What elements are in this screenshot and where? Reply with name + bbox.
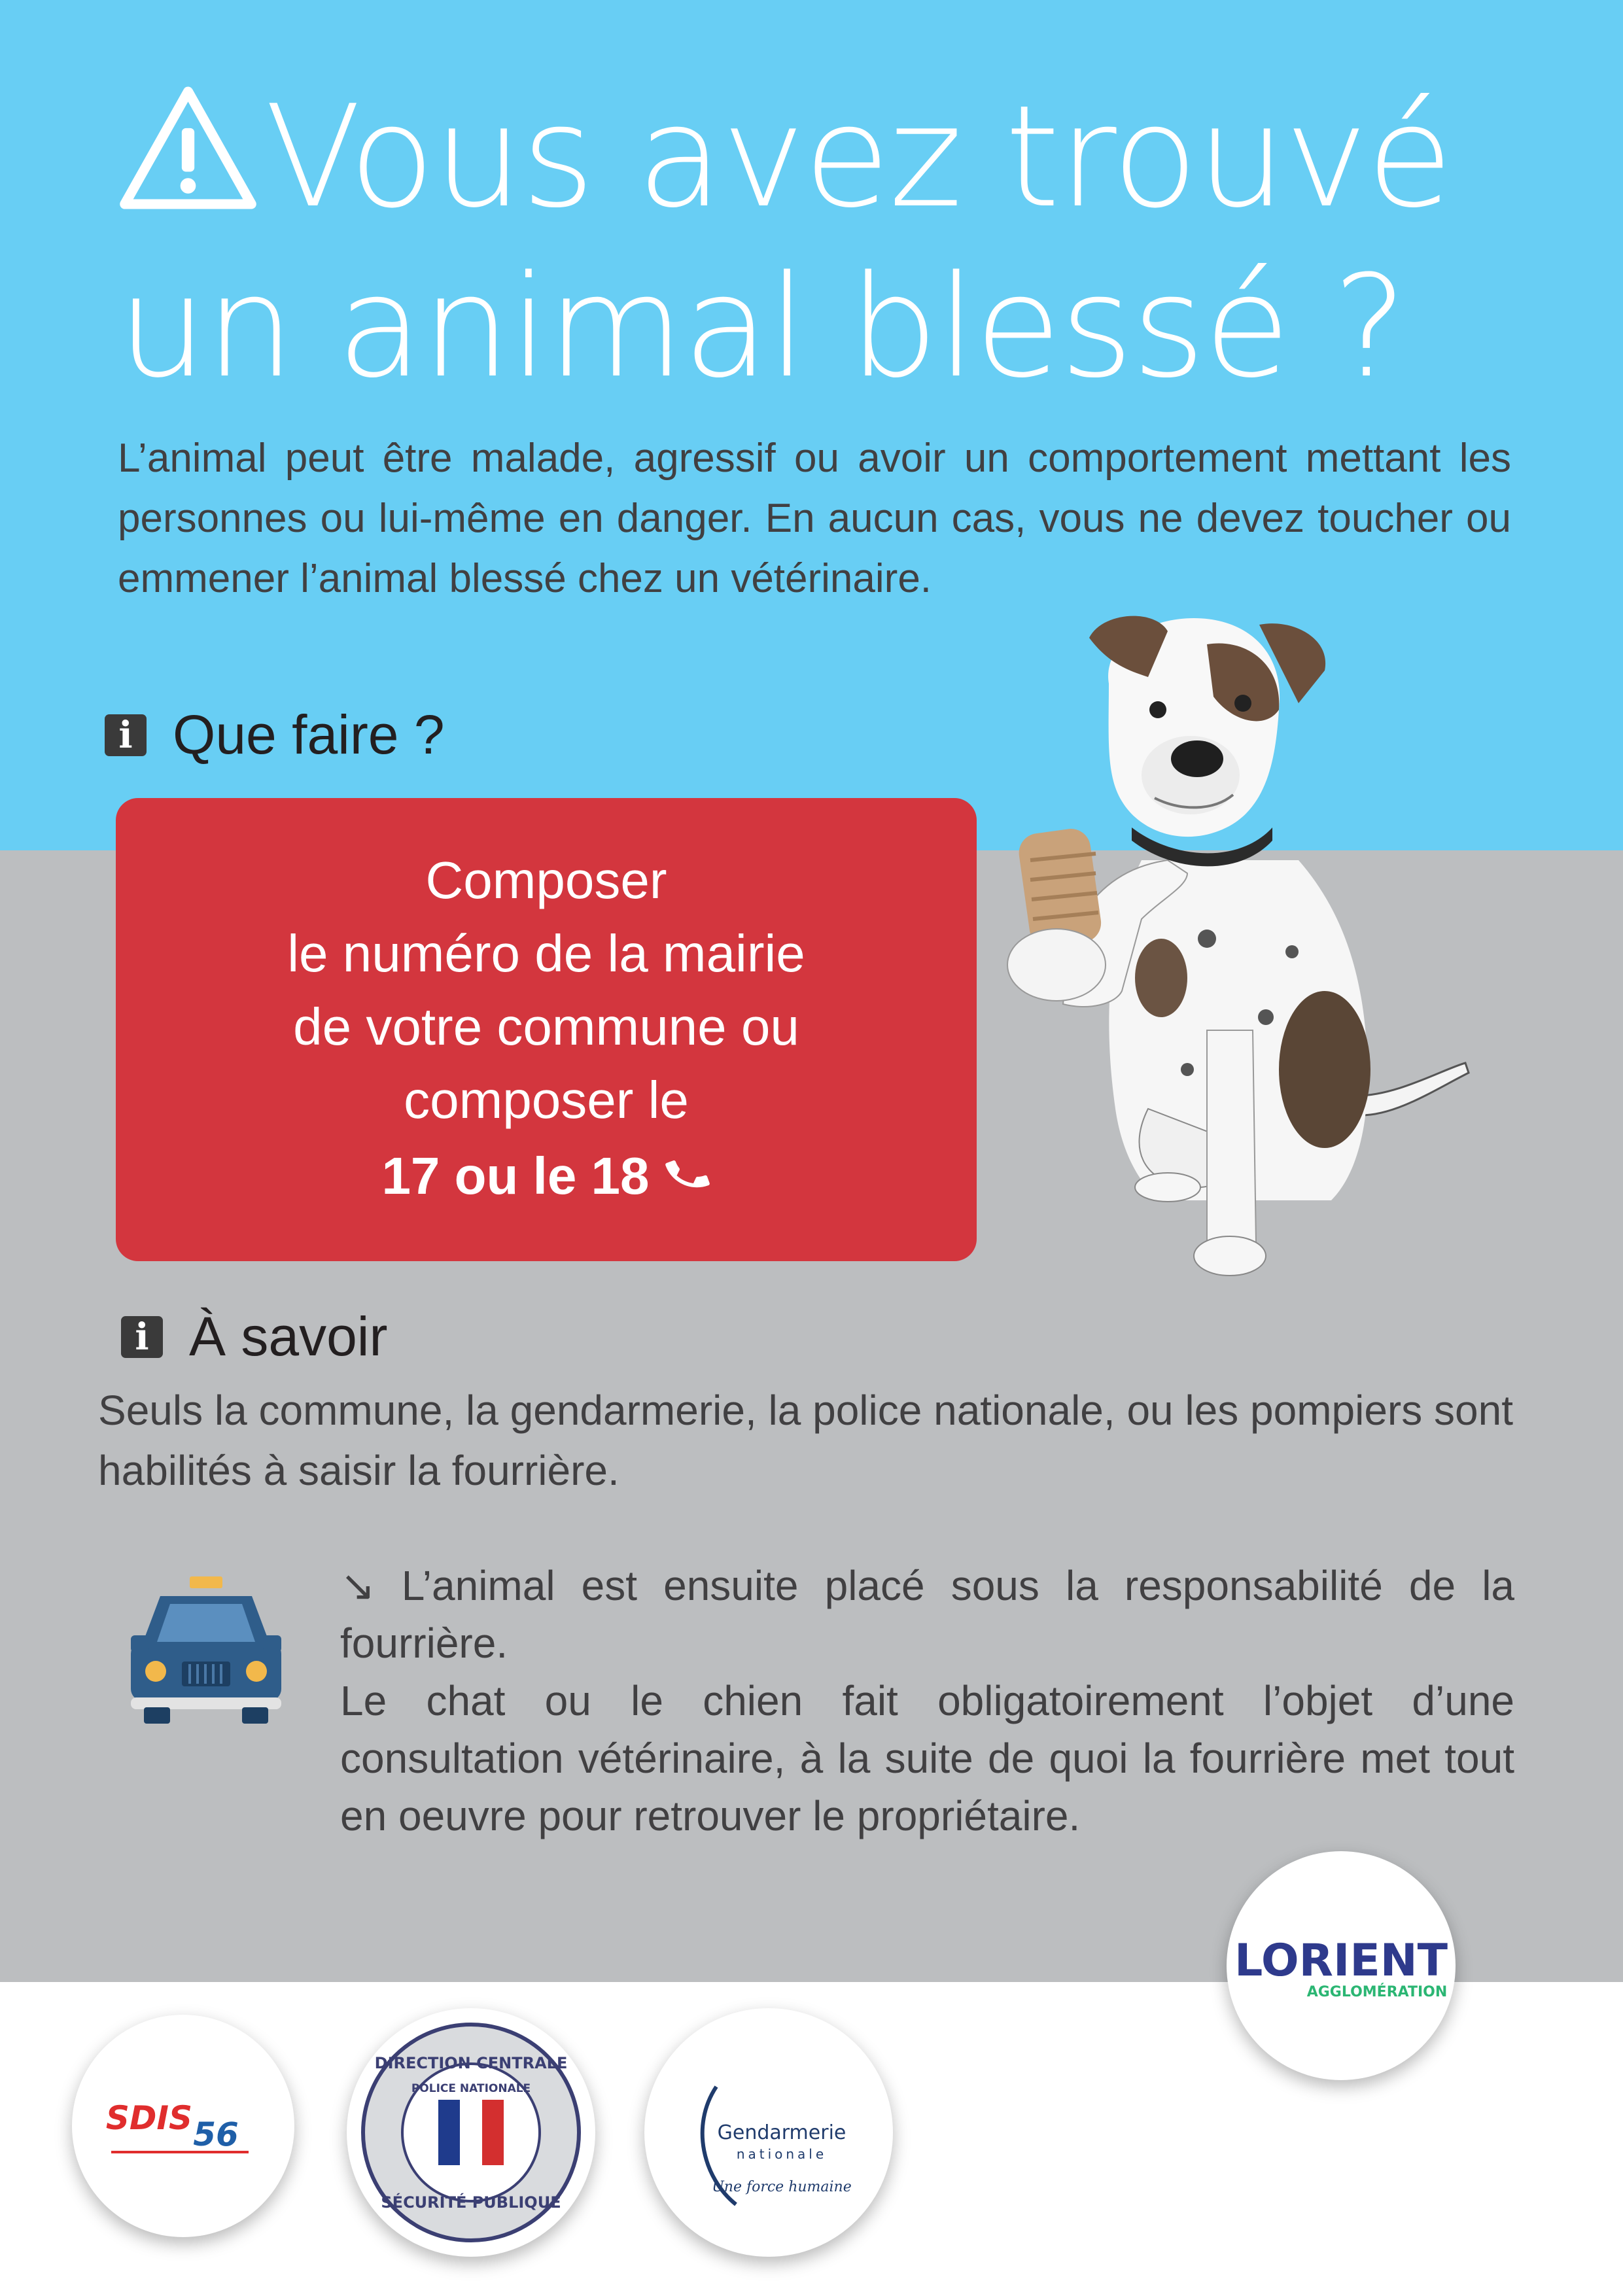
sdis-logo-name: SDIS <box>105 2099 193 2137</box>
phone-icon <box>664 1151 711 1198</box>
warning-triangle-icon <box>118 82 258 213</box>
fourriere-line-1 <box>340 1557 1514 1672</box>
fourriere-text-1: L’animal est ensuite placé sous la responsabilité de la fourrière. <box>340 1562 1515 1667</box>
vehicle-icon <box>131 1576 281 1724</box>
lorient-logo-name: LORIENT <box>1234 1935 1448 1987</box>
call-instructions-box <box>116 798 977 1261</box>
que-faire-heading <box>105 703 445 767</box>
emergency-numbers <box>116 1137 977 1215</box>
sdis-logo-graphic <box>72 2015 294 2237</box>
lorient-logo-graphic <box>1227 1851 1456 2080</box>
fourriere-paragraph <box>340 1557 1514 1845</box>
emergency-numbers-text: 17 ou le 18 <box>381 1147 650 1205</box>
que-faire-label: Que faire ? <box>173 704 445 765</box>
a-savoir-label: À savoir <box>189 1306 388 1367</box>
gendarmerie-logo-sub: nationale <box>736 2146 828 2162</box>
gendarmerie-logo-name: Gendarmerie <box>717 2121 846 2144</box>
police-logo-graphic <box>347 2008 595 2257</box>
gendarmerie-nationale-logo <box>644 2008 893 2257</box>
police-nationale-logo <box>347 2008 595 2257</box>
page-title <box>118 72 1557 412</box>
police-logo-bottom: SÉCURITÉ PUBLIQUE <box>381 2193 561 2212</box>
sdis-56-logo <box>72 2015 294 2237</box>
police-logo-inner: POLICE NATIONALE <box>411 2082 531 2095</box>
title-text-1: Vous avez trouvé <box>265 75 1452 239</box>
sdis-logo-number: 56 <box>193 2115 239 2153</box>
arrow-down-right-icon: ↘ <box>340 1562 375 1609</box>
title-line-2: un animal blessé ? <box>118 245 1406 409</box>
a-savoir-heading <box>121 1305 387 1368</box>
fourriere-line-2: Le chat ou le chien fait obligatoirement l’objet d’une consultation vétérinaire, à la suite de quoi la fourrière met tout en oeuvre pour retrouver le propriétaire. <box>340 1677 1514 1839</box>
title-line-1 <box>118 72 1557 242</box>
info-icon: i <box>121 1316 163 1358</box>
call-line-3: de votre commune ou <box>293 998 799 1056</box>
call-line-1: Composer <box>425 851 667 909</box>
call-line-4: composer le <box>404 1071 689 1129</box>
call-line-2: le numéro de la mairie <box>287 924 805 983</box>
gendarmerie-logo-motto: Une force humaine <box>712 2179 852 2195</box>
lorient-agglomeration-logo <box>1227 1851 1456 2080</box>
police-logo-top: DIRECTION CENTRALE <box>374 2054 568 2072</box>
a-savoir-paragraph: Seuls la commune, la gendarmerie, la police nationale, ou les pompiers sont habilités à saisir la fourrière. <box>98 1387 1513 1494</box>
injured-dog-illustration <box>991 612 1475 1312</box>
lorient-logo-sub: AGGLOMÉRATION <box>1306 1984 1448 2000</box>
info-icon: i <box>105 714 147 756</box>
intro-paragraph: L’animal peut être malade, agressif ou avoir un comportement mettant les personnes ou lui-même en danger. En aucun cas, vous ne devez toucher ou emmener l’animal blessé chez un vétérinaire. <box>118 436 1511 601</box>
gendarmerie-logo-graphic <box>644 2008 893 2257</box>
